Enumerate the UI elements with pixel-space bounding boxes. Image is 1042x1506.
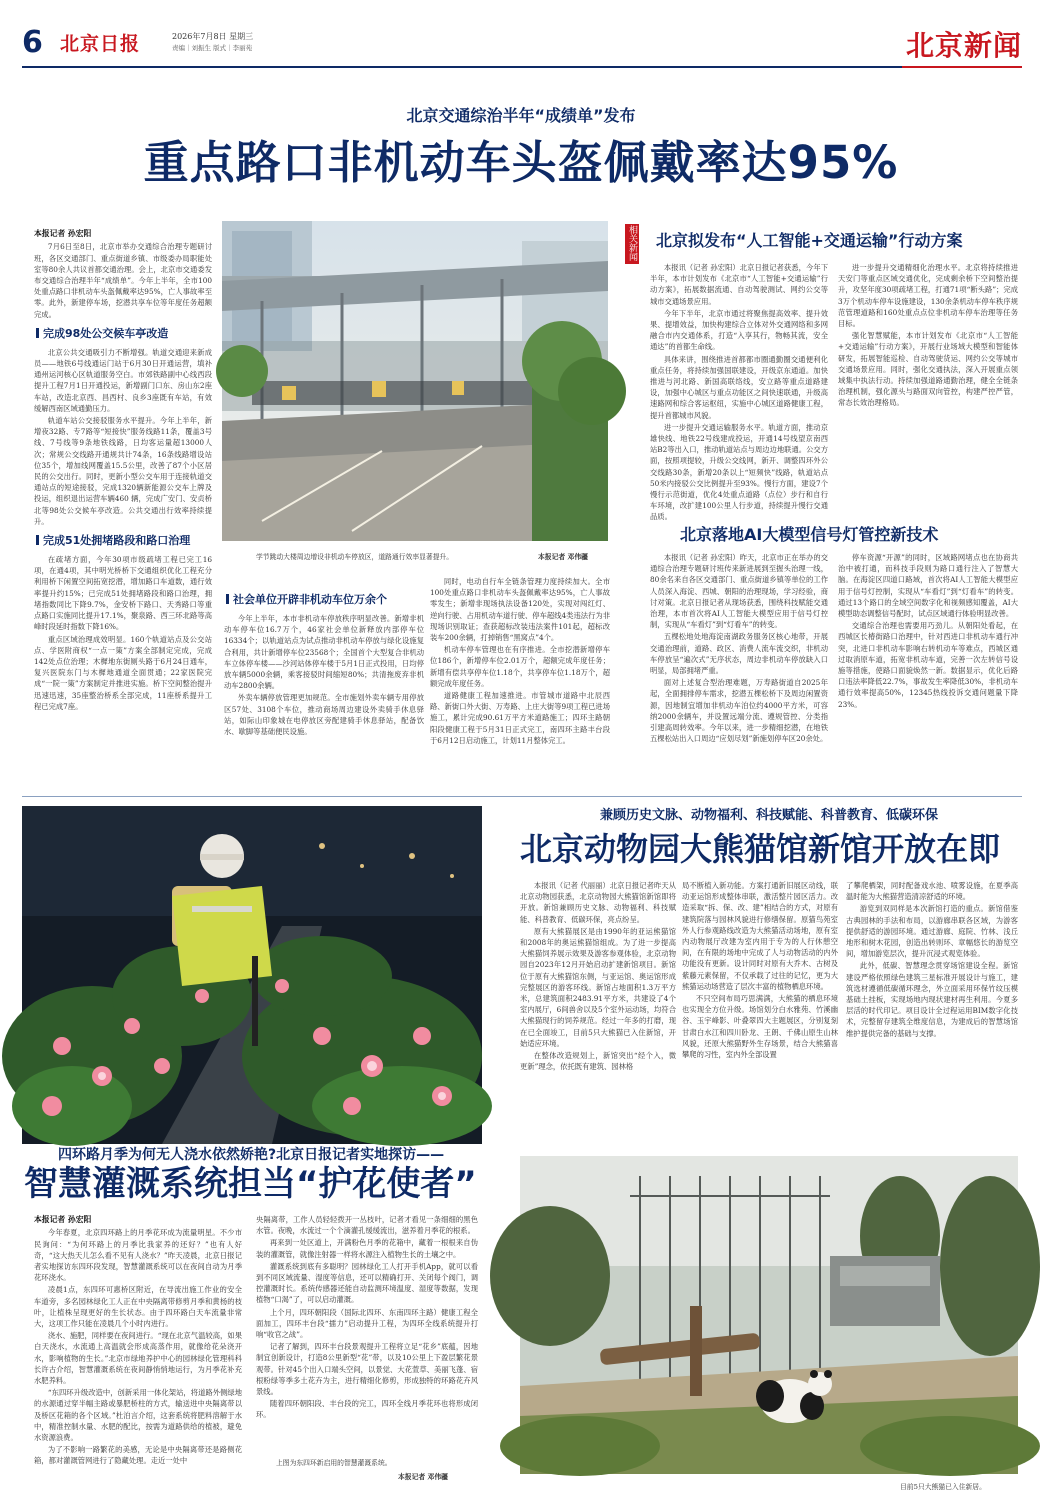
- paragraph: 重点区域治理成效明显。160个轨道站点及公交站点、学医附商权“一点一策”方案全部制定完成，完成142处点位治理；木樨地东街厕头路于6月24日通车，复兴医院东门与木樨地通道全面贯通；22家医院完成“一院一策”方案制定并推进实施。桥下空间整治提升迅速迅速，35座整治桥系全部完成，11座桥系提升工程已完成7座。: [34, 634, 212, 711]
- irrigation-photo-caption: 上图为东四环新启用的智慧灌溉系统。: [276, 1459, 392, 1467]
- related-story-1-col2: [838, 262, 1018, 512]
- irrigation-photo: [22, 806, 482, 1144]
- lead-column-3: [430, 576, 610, 788]
- lead-kicker: 北京交通综治半年“成绩单”发布: [406, 106, 636, 125]
- irrigation-kicker: 四环路月季为何无人浇水依然娇艳?北京日报记者实地探访——: [58, 1147, 445, 1163]
- subhead-nonmotor-parking: 社会单位开辟非机动车位万余个: [224, 592, 424, 608]
- paragraph: 局不断植入新功能。方案打通新旧展区动线，联动亚运馆形成整体串联，激活整片园区活力。改造采取“拆、保、改、建”相结合的方式，对原有建筑院落与园林风貌进行修缮保留。原猫鸟苑室外人行参观路线改造为大熊猫活动场地，原有室内动物展厅改建为室内用于专为的人行休憩空间，在有限的场地中完成了人与动物活动的内外功能没有更新。设计同时对原有大乔木、古树及紫藤元素保留，不仅承载了过往的记忆，更为大熊猫运动场营造了层次丰富的植物栖息环境。: [682, 881, 838, 991]
- paragraph: 同时，电动自行车全链条管理力度持续加大。全市100处重点路口非机动车头盔佩戴率达95%，亡人事故零发生；新增非现场执法设备120处，实现对闯红灯、逆向行驶、占用机动车道行驶、停车超线4类违法行为非现场识别取证；查获超标改装违法案件101起，超标改装车200余辆，打掉销售“黑窝点”4个。: [430, 577, 610, 643]
- paragraph: 上个月，四环朝阳段（国际北四环、东南四环主路）健康工程全面加工，四环丰台段“擂力”启动提升工程，为四环全线系统提升打响“收官之战”。: [256, 1307, 478, 1340]
- paragraph: 机动车停车管理也在有序推进。全市挖潜新增停车位186个，新增停车位2.01万个，超额完成年度任务；新增有偿共享停车位1.18个，共享停车位1.18万个，超额完成年度任务。: [430, 645, 610, 688]
- paragraph: 在整体改造规划上，新馆突出“经个入，微更新”理念，依托既有建筑、园林格: [520, 1051, 676, 1072]
- paragraph: 了攀爬栖架，同时配备戏水池、喷雾设施，在夏季高温时能为大熊猫营造清凉舒适的环境。: [846, 881, 1018, 902]
- lead-byline: 本报记者 孙宏阳: [34, 229, 92, 238]
- paragraph: 具体来讲，围绕推进首都都市圈通勤圈交通便利化重点任务，将持续加强国联建设，开级京东通道。加快推进与河北路、新国高联络线，安立路等重点道路建设，加强中心城区与重点功能区之间快速联通，升级高速路网和综合客运枢纽，实施中心城区道路健康工程，提升首都城市风貌。: [650, 354, 828, 420]
- irrigation-byline: 本报记者 孙宏阳: [34, 1215, 92, 1224]
- irrigation-headline: 智慧灌溉系统担当“护花使者”: [24, 1164, 477, 1204]
- irrigation-image: [22, 806, 482, 1144]
- related-news-tag-text: 相关新闻: [627, 225, 637, 261]
- paragraph: 在疏堵方面，今年30项市级疏堵工程已完工16项，在通4项，其中明光桥桥下交通组织优化工程充分利用桥下闲置空间拓宽挖潜，增加路口车道数，通行效率提升约15%；已完成51处拥堵路段和路口治理，拥堵指数同比下降9.7%，金安桥下路口、天秀路口等重点路口实施同比提升17.1%，聚泉路、西三环北路等高峰时段延时指数下降16%。: [34, 555, 212, 632]
- related-headline-1: 北京拟发布“人工智能+交通运输”行动方案: [656, 231, 963, 250]
- panda-enclosure-image: [520, 1156, 1018, 1474]
- paragraph: 随着四环朝阳段、丰台段的完工，四环全线月季花环也将形成闭环。: [256, 1399, 478, 1420]
- related-story-2-col1: [650, 552, 828, 788]
- zoo-panda-photo: [520, 1156, 1018, 1474]
- paragraph: 再来到一处区道上，开满粉色月季的花箱中，藏着一根根来自伪装的灌溉管，就像注射器一样将水源注入植物生长的土壤之中。: [256, 1238, 478, 1259]
- paragraph: 道路健康工程加速推进。市管城市道路中北辰西路、新街口外大街、万寿路、上庄大街等9项工程已进场施工，累计完成90.61万平方米道路施工；四环主路朝阳段健康工程于5月31日正式完工，南四环主路丰台段于6月12日启动施工，计划11月整体完工。: [430, 691, 610, 745]
- paragraph: 记者了解到，四环丰台段景观提升工程将立足“花乡”底蕴，因地制宜创新设计，打造8公里新型“花”带，以及10公里上下盈层繁花景观带。针对45个出入口端头空间，以景觉、大花萱草、美丽飞蓬、宿根粉绿等季多土花卉为主，进行精细化修剪，形成独特的环路花卉风景线。: [256, 1342, 478, 1397]
- lead-photo-caption: 学节跳动大楼周边增设非机动车停放区，道路通行效率显著提升。: [256, 553, 454, 561]
- zoo-headline: 北京动物园大熊猫馆新馆开放在即: [520, 830, 1001, 868]
- subhead-bus-shelters: 完成98处公交候车亭改造: [34, 326, 212, 342]
- lead-photo-credit: 本报记者 邓伟疆: [538, 553, 588, 561]
- paragraph: 今年下半年，北京市通过将聚焦提高效率、提升效果、提增效益，加快构建综合立体对外交通网络和多网融合市内交通体系，打造“入享其行，物畅其流，安全通达”的首都生命线。: [650, 308, 828, 352]
- page-number: 6: [22, 25, 43, 60]
- paragraph: 不只空间布局巧思满满，大熊猫的栖息环境也实现全方位升级。场馆划分白水雅苑、竹溪幽谷、玉宇峰影、叶叠翠四大主题展区，分别复刻甘肃白水江和四川卧龙、王朗、千佛山原生山林风貌，还原大熊猫野外生存场景，结合大熊猫喜攀爬的习性，室内外全部设置: [682, 994, 838, 1060]
- zoo-kicker: 兼顾历史文脉、动物福利、科技赋能、科普教育、低碳环保: [600, 808, 939, 823]
- subhead-congestion: 完成51处拥堵路段和路口治理: [34, 533, 212, 549]
- irrigation-photo-credit: 本报记者 邓伟疆: [398, 1473, 448, 1481]
- paragraph: 今年春夏，北京四环路上的月季花环成为流量明星。不少市民询问：“为何环路上的月季比我家养的还好？”也有人好奇，“这大热天儿怎么看不见有人浇水？”昨天凌晨，北京日报记者实地探访东四环段发现，智慧灌溉系统可以在夜间自动为月季花环浇水。: [34, 1228, 242, 1283]
- masthead: [22, 26, 1022, 74]
- issue-date: 2026年7月8日 星期三: [172, 32, 254, 41]
- zoo-photo-caption: 目前5只大熊猫已入住新居。: [900, 1483, 986, 1491]
- paragraph: 央隔离带，工作人员轻轻拨开一丛枝叶，记者才看见一条细细的黑色水管。夜晚，水流过一个个滴灌孔缓缓流出，滋养着月季花的根系。: [256, 1215, 478, 1236]
- paragraph: 五棵松地处地海淀南湖政务服务区核心地带，开展交通治理前，道路、政区、消费人流车流交织，非机动车停放呈“遍次式”无序状态，周边非机动车停放缺入口明显，局部拥堵严重。: [650, 632, 828, 676]
- paragraph: 游览到双同样是本次新馆打造的重点。新馆借鉴古典园林的手法和布局，以游廊串联各区域，为游客提供舒适的游园环境。通过游廊、庭院、竹林、浅丘地形和树木花园，创造出转则环、章幅悠长的游览空间，增加游览层次，提升沉浸式观览体验。: [846, 904, 1018, 959]
- paragraph: 凌晨1点，东四环可惠桥区附近，在导流出施工作业的安全车道旁，多名园林绿化工人正在中央隔离带修剪月季和黄杨的枝叶，让植株呈现更好的生长状态。由于四环路白天车流量非常大，这项工作只能在凌晨几个小时内进行。: [34, 1285, 242, 1329]
- paragraph: 强化智慧赋能，本市计划发布《北京市“人工智能+交通运输”行动方案》，开展行业场域大模型和智能体研发，拓展智能巡检、自动驾驶货运、网约公交等城市交通场景应用。同时，强化交通执法，深入开展重点领域集中执法行动。持续加强道路通勤治理，健全全链条治理机制，强化源头与路面双向管控，构建严控严管，常态长效治理格局。: [838, 331, 1018, 408]
- masthead-rule-accent: [902, 66, 1022, 68]
- paragraph: 停车资源“开源”的同时，区域路网堵点也在协商共治中被打通，而科技手段则为路口通行注入了智慧大脑。在海淀区四道口路域，首次将AI人工智能大模型应用于信号灯控制，实现从“车看灯”到“灯看车”的转变。通过13个路口的全域空间数字化和视频感知覆盖，AI大模型助态调整信号配时，试点区域通行体验明显改善。: [838, 553, 1018, 619]
- paragraph: 交通综合治理也需要用巧劲儿。从朝阳处看起，在西城区长椿街路口治理中，针对西进口非机动车通行冲突，北进口非机动车影响右转机动车等难点，西城区通过取消原车道，拓宽非机动车道，完善一次左转信号设施等措施，使路口面貌焕然一新。数据显示，优化后路口违法率降低22.7%，事故发生率降低30%，非机动车通行效率提高50%，12345热线投诉交通问题量下降23%。: [838, 621, 1018, 709]
- zoo-column-3: [846, 880, 1018, 1148]
- section-title: 北京新闻: [905, 29, 1022, 62]
- paragraph: 进一步提升交通精细化治理水平。北京将持续推进天安门等重点区域交通优化，完成剩余桥下空间整治提升，攻坚年度30项疏堵工程，打通71项“断头路”；完成3万个机动车停车设施建设，130余条机动车停车秩序规范管理道路和160处重点点位非机动车停车治理等任务目标。: [838, 263, 1018, 329]
- section-divider: [22, 796, 1022, 797]
- paragraph: 本报讯（记者 代丽丽）北京日报记者昨天从北京动物园获悉，北京动物园大熊猫馆新馆即将开放。新馆兼顾历史文脉、动物福利、科技赋能、科普教育、低碳环保，亮点纷呈。: [520, 881, 676, 924]
- paper-name-logo: 北京日报: [60, 33, 141, 55]
- masthead-rule: [22, 66, 1022, 68]
- related-headline-2: 北京落地AI大模型信号灯管控新技术: [680, 525, 939, 544]
- lead-headline: 重点路口非机动车头盔佩戴率达95%: [143, 136, 899, 189]
- paragraph: 灌溉系统到底有多聪明？园林绿化工人打开手机App，就可以看到不同区域流量、湿度等信息，还可以精确打开、关闭每个阀门，调控灌溉时长。系统传感器还能自动监测环境温度、湿度等数据，发现植物“口渴”了，可以启动灌溉。: [256, 1261, 478, 1305]
- related-story-1-col1: [650, 262, 828, 522]
- paragraph: 本报讯（记者 孙宏阳）北京日报记者获悉，今年下半年，本市计划发布《北京市“人工智能+交通运输”行动方案》，拓展数据流通、自动驾驶测试、网约公交等城市交通场景应用。: [650, 263, 828, 306]
- paragraph: 浇水、施肥，同样要在夜间进行。“现在北京气温较高，如果白天浇水，水流通上高温就会形成高蒸作用，就像给花朵浇开水，影响植物的生长。”北京市绿地养护中心的园林绿化管理科科长许古介绍，智慧灌溉系统在夜间静悄悄地运行，为月季花补充水肥养料。: [34, 1331, 242, 1386]
- paragraph: 轨道车站公交接驳服务水平提升。今年上半年，新增夜32路、专7路等“短接快”服务线路11条，覆盖3号线、7号线等9条地铁线路，日均客运量超13000人次；常规公交线路开通规共计74条，16条线路增设站位35个，增加线网覆盖15.5公里，改善了87个小区居民的公交出行。同时，更新小型公交车用于连接轨道交通站点的短途接驳，完成1320辆新能源公交车上牌及投运，组织退出运营车辆460 辆，完成广安门、安贞桥北等98处公交候车亭改造。公共交通出行效率持续提升。: [34, 416, 212, 526]
- lead-column-2: [224, 592, 424, 788]
- paragraph: 外卖车辆停放管理更加规范。全市施划外卖车辆专用停放区57处、3108个车位，推动商场周边建设外卖骑手休息驿站，如际山印象城在电停放区旁配建骑手休息驿站，配备饮水、歇脚等基础便民设施。: [224, 693, 424, 737]
- paragraph: 原有大熊猫展区是由1990年的亚运熊猫馆和2008年的奥运熊猫馆组成。为了进一步提高大熊猫饲养展示效果及游客参观体验，北京动物园自2023年12月开始启动扩建新馆项目。新馆位于原有大熊猫馆东侧，与亚运馆、奥运馆形成完整展区的游客环线。新馆占地面积1.3万平方米，总建筑面积2483.91平方米，共建设了4个室内展厅，6间兽舍以及5个室外运动场，均符合大熊猫现行的饲养规范。经过一年多的打磨，现在已全面竣工，目前5只大熊猫已入住新馆，开始适应环境。: [520, 926, 676, 1048]
- paragraph: 为了不影响一路繁花的美感，无论是中央隔离带还是路侧花箱，都对灌溉管网进行了隐藏处理。走近一处中: [34, 1445, 242, 1466]
- related-news-tag: [625, 224, 639, 264]
- lead-column-1: [34, 228, 212, 788]
- paragraph: “东四环升级改造中，创新采用一体化架站，将道路外侧绿地的水源通过穿半幅主路或暴肥桥柱的方式，输送进中央隔离带以及桥区花箱的各个区域。”杜泊言介绍，这套系统将肥料溶解于水中，精准控制水量、水肥的配比，按需为道路供给的植被，避免水资源浪费。: [34, 1388, 242, 1443]
- related-story-2-col2: [838, 552, 1018, 788]
- editors-line: 责编｜刘振生 版式｜李丽苑: [172, 44, 253, 52]
- lead-intro: 7月6日至8日，北京市举办交通综合治理专题研讨班，各区交通部门、重点街道乡镇、市级委办局职能处室等80余人共议首都交通治理。会上，北京市交通委发布交通综合治理半年“成绩单”。今年上半年，全市100处重点路口非机动车头盔佩戴率达95%，亡人事故率至零。此外，新建停车场，挖潜共享车位等年度任务超额完成。: [34, 242, 212, 319]
- paragraph: 面对上述复合型治理难题，万寿路街道自2025年起，全面拥排停车需求，挖潜五棵松桥下及周边闲置资源，因地制宜增加非机动车泊位约4000平方米，可容纳2000余辆车，并设置远端分流、遵规管控、分类指引建高周转效率。今年以来，进一步精细挖潜，在地铁五棵松站出入口周边“应划尽划”新施划停车区20余处。: [650, 678, 828, 744]
- paragraph: 北京公共交通吸引力不断增强。轨道交通迎来新成员——地铁6号线通运门站于6月30日开通运营，填补通州运河核心区轨道服务空白。市郊铁路副中心线西段提升工程7月1日开通投运，新增副门口东、房山东2座车站，改造北京西、昌西村、良乡3座既有车站，有效缓解西南区域通勤压力。: [34, 347, 212, 413]
- paragraph: 进一步提升交通运输服务水平。轨道方面，推动京雄快线、地铁22号线建成投运，开通14号线望京南西站B2等出入口，推动轨道站点与周边边地联通。公交方面，按照项提较，升级公交线网，新开、调整四环外公交线路30条，新增20条以上“短频快”线路，轨道站点50米内接驳公交比例提升至93%。慢行方面，建设7个慢行示范街道，优化4处重点道路（点位）步行和自行车环境，改扩建100公里人行步道，持续提升慢行交通品质。: [650, 422, 828, 522]
- irrigation-column-1: [34, 1214, 242, 1476]
- zoo-column-1: [520, 880, 676, 1148]
- paragraph: 今年上半年，本市非机动车停放秩序明显改善。新增非机动车停车位16.7万个，46家社会单位新释放内部停车位16334个；以轨道站点为试点推动非机动车停放与绿化设施复合利用，共计新增停车位23568个；全国首个大型复合非机动车立体停车楼——沙河站体停车楼于5月1日正式投用，日均停放车辆5000余辆，乘客接驳时间缩短80%；共清拖废弃非机动车2800余辆。: [224, 614, 424, 691]
- irrigation-column-2: [256, 1214, 478, 1454]
- lead-photo-bike-parking: [222, 221, 608, 541]
- paragraph: 此外，低碳、智慧理念贯穿场馆建设全程。新馆建设严格依照绿色建筑三星标准开展设计与施工，建筑选材遵循低碳循环理念，外立面采用环保竹纹压模基础土挂板，实现场地内现状建材再生利用。今夏多层活的时代印记。项目设计全过程运用BIM数字化技术，完整留存建筑全维度信息，为建成后的智慧场馆维护提供完备的基础与支撑。: [846, 961, 1018, 1038]
- paragraph: 本报讯（记者 孙宏阳）昨天，北京市正在举办的交通综合治理专题研讨班传来新进展到至握头治理一线，80余名来自各区交通部门、重点街道乡镇等单位的工作人员深入海淀、西城、朝阳的治理现场，学习经验，商讨对策。北京日报记者从现场获悉，围绕科技赋能交通治理，本市首次将AI人工智能大模型应用于信号灯控制，实现从“车看灯”到“灯看车”的转变。: [650, 553, 828, 630]
- zoo-column-2: [682, 880, 838, 1148]
- bike-parking-image: [222, 221, 608, 541]
